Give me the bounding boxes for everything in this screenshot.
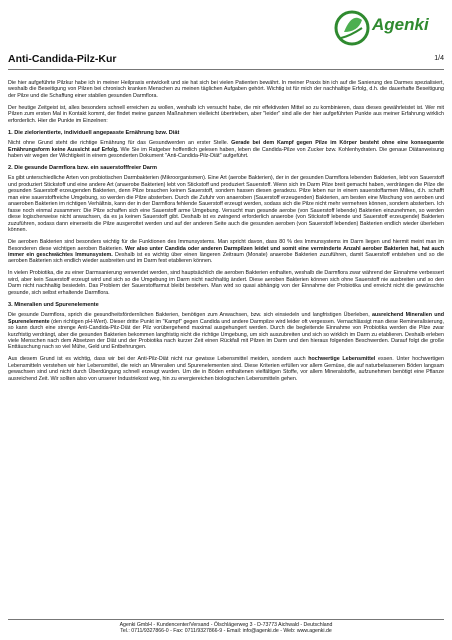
- section-2-paragraph-2: [8, 239, 444, 265]
- section-1-text: Nicht ohne Grund steht die richtige Ernährung für das Gesundwerden an erster Stelle.: [8, 140, 232, 147]
- section-3-paragraph-1: [8, 312, 444, 351]
- logo-brand: Agenki: [372, 15, 429, 34]
- document-footer: [8, 619, 444, 635]
- section-1-emphasis: Gerade bei dem Kampf gegen Pilze im Körper besteht ohne eine konsequente Ernährungsform keine Aussicht auf Erfolg.: [8, 140, 444, 153]
- section-3-text-2: Aus diesem Grund ist es wichtig, dass wir bei der Anti-Pilz-Diät nicht nur gewisse Lebensmittel meiden, sondern auch: [8, 356, 309, 363]
- section-1-text-cont: Wie Sie im Ratgeber hoffentlich gelesen haben, leben die Candida-Pilze von Zucker bzw. Kohlenhydraten. Die genaue Diätanweisung haben wir wegen der Wichtigkeit in einem gesonderten Dokument "Anti-Candida-Pilz-Diät" aufgeführt.: [8, 146, 444, 160]
- section-3-text: Die gesunde Darmflora, sprich die gesundheitsfördernlichen Bakterien, benötigen zum Anwachsen, bzw. sich einsiedeln und langfristigen Überleben,: [8, 312, 372, 319]
- section-3-emphasis: ausreichend Mineralien und Spurenelemente: [8, 312, 444, 325]
- section-2-text-cont: Deshalb ist es wichtig über einen längeren Zeitraum (Monate) anaerobe Bakterien zuzuführen, damit Sauerstoff entstehen und so die aeroben Bakterien sich endlich wieder ausbreiten und im Darm fest etablieren können.: [8, 251, 445, 265]
- section-1-paragraph: [8, 140, 444, 159]
- section-3-text-2-cont: essen. Unter hochwertigen Lebensmitteln verstehen wir hier Lebensmittel, die reich an Mineralien und Spurenelementen sind. Diese Kriterien erfüllen vor allem Gemüse, die auf naturbelassenen Böden langsam gewachsen sind und nicht durch Überdüngung schnell erzeugt wurden. Um die in Böden enthaltenen vielfältigen Stoffe, vor allem Mineralstoffe, aufzunehmen benötigt eine Pflanze ausreichend Zeit. Wir sollten also von unserer Industriekost weg, hin zu energiereichen biologischen Lebensmitteln gehen.: [8, 356, 444, 382]
- document-header: [8, 53, 444, 70]
- section-2-paragraph-1: Es gibt unterschiedliche Arten von probiotischen Darmbakterien (Mikroorganismen). Eine Art (aerobe Bakterien), der in der gesunden Darmflora lebenden Bakterien, lebt von Sauerstoff und produziert Stickstoff und eine andere Art (anaerobe Bakterien) lebt von Stickstoff und produziert Sauerstoff. Wenn sich im Darm Pilze breit gemacht haben, verdrängen die Pilze die gesunden Sauerstoff erzeugenden Bakterien, denn Pilze brauchen keinen Sauerstoff, sondern hassen diesen geradezu. Pilze leben nur in einem sauerstoffarmen Milieu, d.h. schafft man eine sauerstoffreiche Umgebung, so werden die Pilze absterben. Durch die Zufuhr von anaeroben (Sauerstoff erzeugenden) Bakterien, am besten eine Mischung von aeroben und anaeroben Bakterien im richtigen Verhältnis, kann der in der Darmflora fehlende Sauerstoff erzeugt werden, sodass sich die Pilze nicht mehr vermehren können, sondern absterben. Ich fasse noch einmal zusammen: Die Pilze schaffen sich eine Sauerstoff arme Umgebung. Versucht man gesunde aerobe (von Sauerstoff lebende) Bakterien einzunehmen, so werden diese logischerweise nicht anwachsen, da es ja keinen Sauerstoff gibt. Deshalb ist es zwingend erforderlich anaerobe (von Stickstoff lebende und Sauerstoff erzeugende) Bakterien zuzuführen, sodass dann einerseits die Pilze ausgerottet werden und auf der anderen Seite auch die gesunden aeroben (von Sauerstoff lebenden) Bakterien endlich wieder überleben können.: [8, 175, 444, 234]
- section-2-heading: 2. Die gesunde Darmflora bzw. ein sauerstofffreier Darm: [8, 165, 158, 172]
- section-3-emphasis-2: hochwertige Lebensmittel: [308, 356, 376, 363]
- section-2-text: Die aeroben Bakterien sind besonders wichtig für die Funktionen des Immunsystems. Man spricht davon, dass 80 % des Immunsystems im Darm liegen und hiermit meint man im Besonderen diese wichtigen aeroben Bakterien.: [8, 239, 444, 252]
- document-title: Anti-Candida-Pilz-Kur: [8, 53, 117, 65]
- section-2-paragraph-3: In vielen Probiotika, die zu einer Darmsanierung verwendet werden, sind hauptsächlich die aeroben Bakterien enthalten, weshalb die Darmflora zwar während der Einnahme verbessert wird, aber kein Sauerstoff erzeugt wird und sich so die Umgebung im Darm nicht nachhaltig ändert. Diese aeroben Bakterien können sich ohne Sauerstoff nie ausbreiten und so den Darm nicht nachhaltig besiedeln. Das Problem der Sauerstoffarmut bleibt bestehen. Man wird so quasi abhängig von der Einnahme der Probiotika und erreicht nicht die gewünschte gesunde, sich selbst erhaltende Darmflora.: [8, 270, 444, 296]
- agenki-logo: [332, 6, 442, 50]
- page-number: 1/4: [434, 55, 444, 62]
- section-3-heading: 3. Mineralien und Spurenelemente: [8, 301, 99, 308]
- logo-icon: [332, 6, 372, 50]
- section-1-heading: 1. Die zielorientierte, individuell angepasste Ernährung bzw. Diät: [8, 129, 180, 136]
- document-body: [8, 80, 444, 388]
- intro-paragraph-2: Der heutige Zeitgeist ist, alles besonders schnell erreichen zu wollen, weshalb ich versucht habe, die mir effektivsten Mittel so zu kombinieren, dass dieses gewährleistet ist. Wer mit Pilzen zum ersten Mal in Kontakt kommt, der findet meine ganzen Maßnahmen vielleicht übertrieben, aber "leider" sind alle der hier aufgeführten Punkte aus meiner Erfahrung wirklich erforderlich. Hier die Punkte im Einzelnen:: [8, 104, 444, 124]
- section-3-paragraph-2: [8, 356, 444, 382]
- footer-contact: Tel.: 0711/9327866-0 - Fax: 0711/9327866-9 - Email: info@agenki.de - Web: www.agenki.de: [120, 628, 332, 635]
- section-2-emphasis: Wer also unter Candida oder anderen Darmpilzen leidet und somit eine verminderte Anzahl aerober Bakterien hat, hat auch immer ein geschwächtes Immunsystem.: [8, 245, 444, 258]
- section-3-text-cont: (den richtigen pH-Wert). Dieser dritte Punkt im "Kampf" gegen Candida und andere Darmpilze wird leider oft vergessen. Vernachlässigt man diese Remineralisierung, so kann durch eine strenge Anti-Candida-Pilz-Diät der Pilz vorübergehend maximal ausgehungert werden. Durch die begleitende Einnahme von Probiotika werden die Pilze zwar kurzfristig verdrängt, aber die gesunden Bakterien bekommen langfristig nicht die richtige Umgebung, um sich auszubreiten und sich so wirklich im Darm zu etablieren. Deshalb erleben viele Menschen nach dem Absetzen der Diät und der Probiotika nach kurzer Zeit einen Rückfall mit Pilzen im Darm und den hieraus folgenden Beschwerden. Darauf folgt die große Enttäuschung nach so viel Mühe, Geld und Entbehrungen.: [8, 318, 444, 351]
- footer-address: Agenki GmbH - Kundencenter/Versand - Ölschlägerweg 3 - D-73773 Aichwald - Deutschland: [119, 622, 333, 628]
- intro-paragraph-1: Die hier aufgeführte Pilzkur habe ich in meiner Heilpraxis entwickelt und sie hat sich bei vielen Patienten bewährt. In meiner Praxis bin ich auf die Sanierung des Darmes spezialisiert, weshalb die Beseitigung von Pilzen bei chronisch kranken Menschen zu meinen täglichen Aufgaben gehört. Wichtig ist für mich der nachhaltige Erfolg, d.h. die dauerhafte Beseitigung der Pilze und die Schaffung einer stabilen gesunden Darmflora.: [8, 80, 444, 99]
